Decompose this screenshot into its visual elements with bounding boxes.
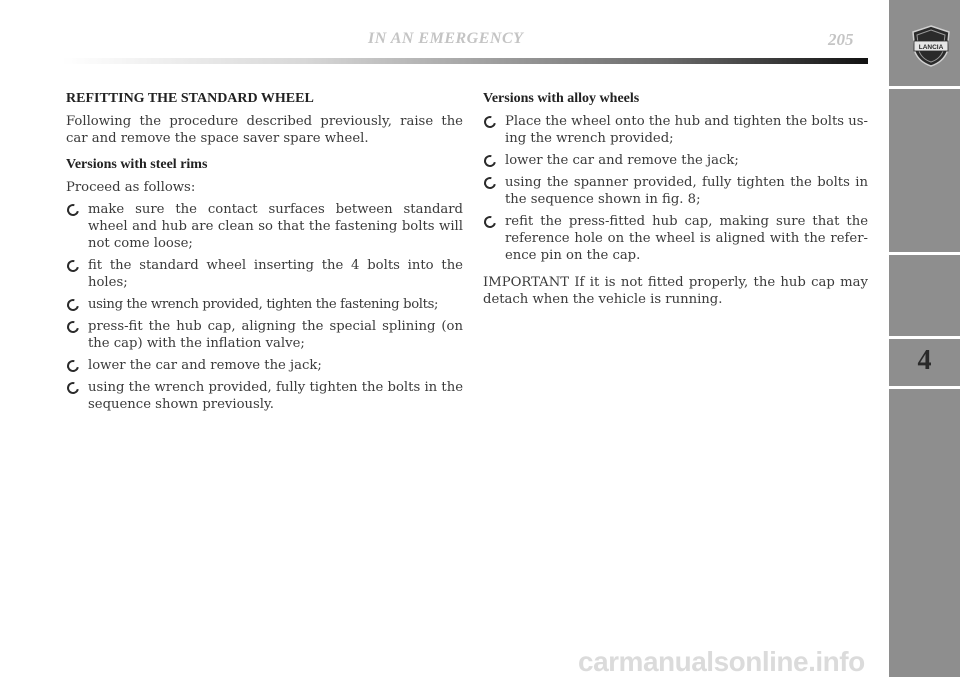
list-item-text: Place the wheel onto the hub and tighten the bolts us-ing the wrench provided; (505, 114, 868, 146)
list-item (66, 318, 463, 352)
list-item-text: fit the standard wheel inserting the 4 bolts into the holes; (88, 258, 463, 290)
bullet-icon (482, 153, 498, 169)
list-item-text: lower the car and remove the jack; (505, 153, 739, 168)
lancia-logo (909, 24, 953, 68)
header-rule (62, 58, 868, 64)
intro-paragraph: Following the procedure described previously, raise the car and remove the space saver spare wheel. (66, 114, 463, 146)
side-divider (889, 386, 960, 389)
list-item-text: using the wrench provided, fully tighten the bolts in the sequence shown previously. (88, 380, 463, 412)
bullet-icon (65, 202, 81, 218)
side-divider (889, 86, 960, 89)
chapter-side-tab (889, 0, 960, 677)
lead-text: Proceed as follows: (66, 180, 196, 195)
chapter-number: 4 (917, 345, 932, 376)
watermark: carmanualsonline.info (578, 646, 865, 677)
side-divider (889, 252, 960, 255)
list-item-text: lower the car and remove the jack; (88, 358, 322, 373)
alloy-wheels-subheading: Versions with alloy wheels (483, 91, 640, 106)
list-item (483, 213, 868, 264)
list-item (66, 357, 463, 374)
left-column (66, 90, 463, 418)
list-item-text: press-fit the hub cap, aligning the special splining (on the cap) with the inflation valve; (88, 319, 463, 351)
bullet-icon (482, 114, 498, 130)
bullet-icon (482, 214, 498, 230)
bullet-icon (65, 258, 81, 274)
important-note: IMPORTANT If it is not fitted properly, the hub cap may detach when the vehicle is running. (483, 275, 868, 307)
steel-rims-steps (66, 201, 463, 413)
page-number: 205 (828, 30, 854, 49)
section-heading: REFITTING THE STANDARD WHEEL (66, 91, 314, 106)
list-item (483, 174, 868, 208)
list-item (66, 201, 463, 252)
section-title: IN AN EMERGENCY (368, 30, 524, 47)
steel-rims-subheading: Versions with steel rims (66, 157, 208, 172)
bullet-icon (482, 175, 498, 191)
list-item (66, 379, 463, 413)
right-column (483, 90, 868, 317)
list-item (66, 296, 463, 313)
alloy-wheels-steps (483, 113, 868, 264)
list-item-text: make sure the contact surfaces between standard wheel and hub are clean so that the fastening bolts will not come loose; (88, 202, 463, 251)
bullet-icon (65, 358, 81, 374)
list-item (483, 113, 868, 147)
list-item (66, 257, 463, 291)
list-item (483, 152, 868, 169)
bullet-icon (65, 297, 81, 313)
bullet-icon (65, 319, 81, 335)
list-item-text: refit the press-fitted hub cap, making sure that the reference hole on the wheel is aligned with the refer-ence pin on the cap. (505, 214, 868, 263)
side-divider (889, 336, 960, 339)
list-item-text: using the wrench provided, tighten the fastening bolts; (88, 297, 439, 312)
logo-wordmark: LANCIA (918, 43, 944, 51)
list-item-text: using the spanner provided, fully tighten the bolts in the sequence shown in fig. 8; (505, 175, 868, 207)
bullet-icon (65, 380, 81, 396)
